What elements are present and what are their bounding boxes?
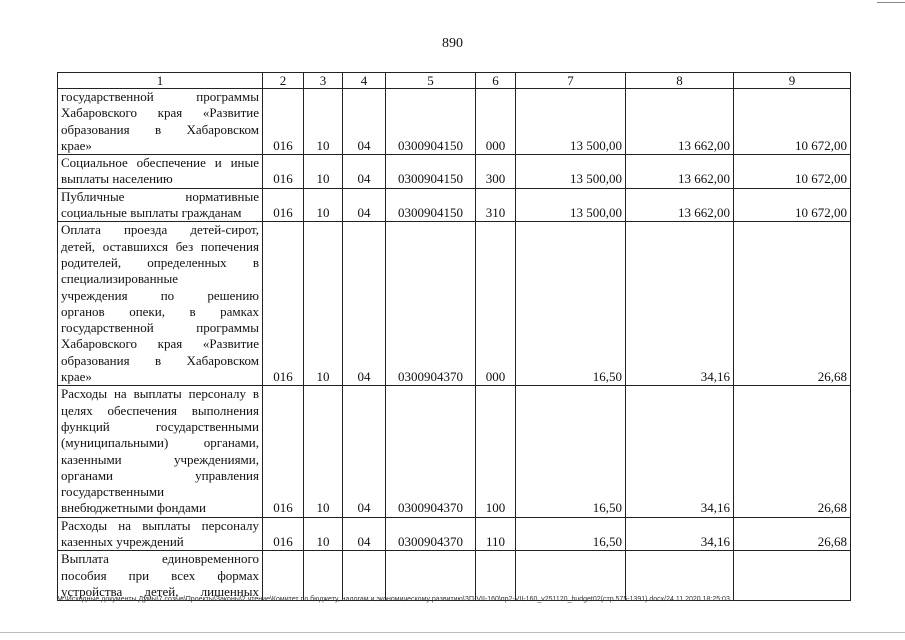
cell-ministry-code: 016 [263, 155, 304, 189]
cell-amount-col7: 16,50 [516, 517, 626, 551]
description-line: казенными учреждениями, [61, 451, 259, 467]
cell-expense-type: 310 [476, 188, 516, 222]
cell-amount-col8: 13 662,00 [626, 155, 734, 189]
cell-subsection: 04 [343, 517, 386, 551]
page-number: 890 [442, 36, 463, 51]
cell-ministry-code: 016 [263, 89, 304, 155]
cell-amount-col8 [626, 551, 734, 601]
cell-amount-col9: 26,68 [734, 517, 851, 551]
description-line: Расходы на выплаты персоналу [61, 517, 259, 533]
description-line: Хабаровского края «Развитие [61, 336, 259, 352]
description-line: образования в Хабаровском [61, 352, 259, 368]
cell-target-article [386, 551, 476, 601]
table-row [58, 551, 851, 601]
cell-subsection: 04 [343, 89, 386, 155]
cell-section: 10 [304, 188, 343, 222]
cell-amount-col9: 10 672,00 [734, 188, 851, 222]
cell-target-article: 0300904370 [386, 386, 476, 517]
cell-subsection [343, 551, 386, 601]
cell-amount-col7: 13 500,00 [516, 155, 626, 189]
cell-amount-col8: 13 662,00 [626, 188, 734, 222]
cell-section: 10 [304, 386, 343, 517]
header-cell: 5 [386, 73, 476, 89]
table-row [58, 386, 851, 517]
description-line: органами управления [61, 467, 259, 483]
header-cell: 4 [343, 73, 386, 89]
row-description [58, 517, 263, 551]
top-edge-rule [877, 2, 905, 3]
cell-ministry-code: 016 [263, 517, 304, 551]
cell-amount-col9: 10 672,00 [734, 89, 851, 155]
table-row [58, 222, 851, 386]
cell-amount-col8: 34,16 [626, 517, 734, 551]
header-row [58, 73, 851, 89]
header-cell: 9 [734, 73, 851, 89]
cell-amount-col8: 34,16 [626, 222, 734, 386]
cell-subsection: 04 [343, 386, 386, 517]
cell-amount-col8: 13 662,00 [626, 89, 734, 155]
description-line: Публичные нормативные [61, 188, 259, 204]
cell-ministry-code: 016 [263, 386, 304, 517]
cell-expense-type [476, 551, 516, 601]
description-line: Выплата единовременного [61, 551, 259, 567]
description-line: целях обеспечения выполнения [61, 402, 259, 418]
description-line: государственными [61, 484, 165, 500]
description-line: органов опеки, в рамках [61, 303, 259, 319]
description-line: государственной программы [61, 89, 259, 104]
row-description [58, 386, 263, 517]
description-line: казенных учреждений [61, 534, 184, 550]
header-cell: 6 [476, 73, 516, 89]
description-line: Расходы на выплаты персоналу в [61, 386, 259, 402]
cell-target-article: 0300904150 [386, 188, 476, 222]
cell-target-article: 0300904370 [386, 517, 476, 551]
cell-expense-type: 000 [476, 222, 516, 386]
description-line: функций государственными [61, 418, 259, 434]
cell-amount-col7: 16,50 [516, 222, 626, 386]
cell-target-article: 0300904150 [386, 155, 476, 189]
table-row [58, 188, 851, 222]
description-line: внебюджетными фондами [61, 500, 206, 516]
description-line: родителей, определенных в [61, 254, 259, 270]
cell-amount-col7: 13 500,00 [516, 188, 626, 222]
header-cell: 7 [516, 73, 626, 89]
cell-expense-type: 100 [476, 386, 516, 517]
description-line: Оплата проезда детей-сирот, [61, 222, 259, 238]
cell-amount-col7 [516, 551, 626, 601]
description-line: Хабаровского края «Развитие [61, 105, 259, 121]
description-line: выплаты населению [61, 171, 173, 187]
row-description [58, 188, 263, 222]
description-line: государственной программы [61, 320, 259, 336]
row-description [58, 155, 263, 189]
cell-ministry-code: 016 [263, 188, 304, 222]
row-description [58, 551, 263, 601]
table-row [58, 155, 851, 189]
description-line: специализированные [61, 271, 178, 287]
row-description [58, 222, 263, 386]
description-line: крае» [61, 137, 92, 153]
cell-amount-col9: 26,68 [734, 222, 851, 386]
cell-section: 10 [304, 517, 343, 551]
description-line: учреждения по решению [61, 287, 259, 303]
cell-section: 10 [304, 89, 343, 155]
description-line: пособия при всех формах [61, 567, 259, 583]
budget-table [57, 72, 851, 601]
cell-amount-col9: 26,68 [734, 386, 851, 517]
cell-subsection: 04 [343, 155, 386, 189]
cell-ministry-code: 016 [263, 222, 304, 386]
description-line: образования в Хабаровском [61, 121, 259, 137]
cell-expense-type: 110 [476, 517, 516, 551]
cell-amount-col8: 34,16 [626, 386, 734, 517]
cell-section: 10 [304, 222, 343, 386]
cell-subsection: 04 [343, 188, 386, 222]
description-line: крае» [61, 369, 92, 385]
header-cell: 8 [626, 73, 734, 89]
cell-amount-col7: 16,50 [516, 386, 626, 517]
cell-section: 10 [304, 155, 343, 189]
cell-section [304, 551, 343, 601]
header-cell: 1 [58, 73, 263, 89]
description-line: социальные выплаты гражданам [61, 205, 242, 221]
table-row [58, 517, 851, 551]
file-path-footer: M:\Исходные документы Думы\7 созыв\Проекты\Законы\2 чтение\Комитет по бюджету, налогам и экономическому развитию\ЗП-VII-160\пр2-VII-160_v251120_budget02(стр 575-1391).docx/24.11.2020 18:25:03 [57, 596, 730, 603]
cell-amount-col9 [734, 551, 851, 601]
table-row [58, 89, 851, 155]
cell-amount-col7: 13 500,00 [516, 89, 626, 155]
row-description [58, 89, 263, 155]
description-line: Социальное обеспечение и иные [61, 155, 259, 171]
cell-target-article: 0300904150 [386, 89, 476, 155]
description-line: устройства детей, лишенных [61, 583, 259, 599]
cell-expense-type: 000 [476, 89, 516, 155]
cell-expense-type: 300 [476, 155, 516, 189]
cell-subsection: 04 [343, 222, 386, 386]
cell-target-article: 0300904370 [386, 222, 476, 386]
cell-amount-col9: 10 672,00 [734, 155, 851, 189]
description-line: (муниципальными) органами, [61, 435, 259, 451]
bottom-edge-rule [0, 632, 905, 633]
header-cell: 2 [263, 73, 304, 89]
header-cell: 3 [304, 73, 343, 89]
description-line: детей, оставшихся без попечения [61, 238, 259, 254]
cell-ministry-code [263, 551, 304, 601]
